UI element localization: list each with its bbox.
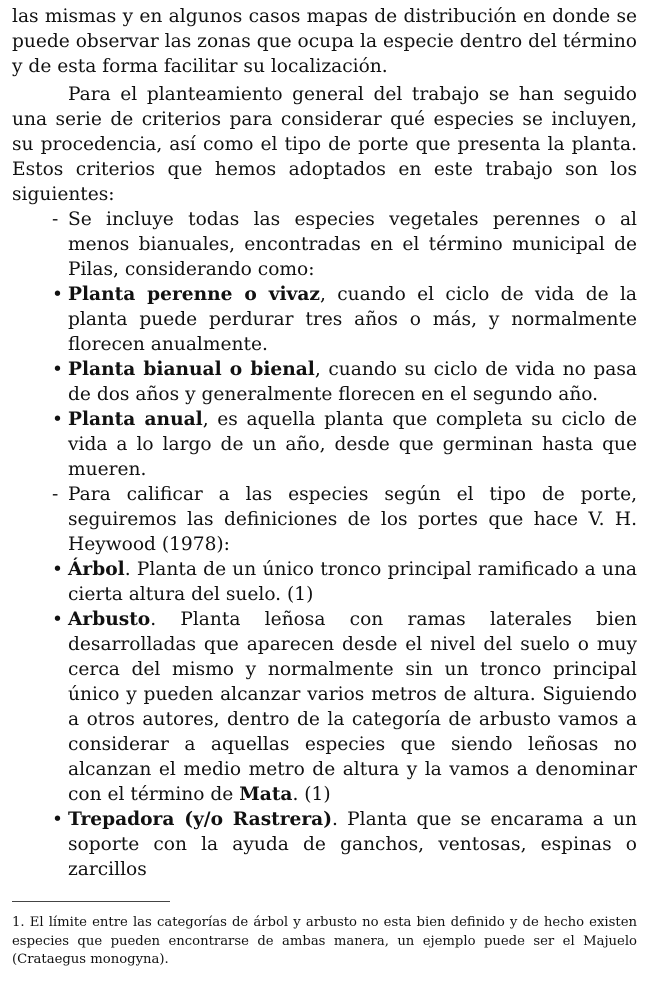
bullet-marker: • xyxy=(52,559,63,580)
definition: , cuando el ciclo de vida de la planta puede perdurar tres años o más, y normalmente florecen anualmente. xyxy=(68,284,637,355)
dash-marker: - xyxy=(52,209,59,230)
footnote-divider xyxy=(12,901,170,902)
bullet-item-anual xyxy=(52,407,637,482)
term: Arbusto xyxy=(68,609,151,630)
criteria-list xyxy=(52,207,637,882)
criteria-item-perennial-scope xyxy=(52,207,637,282)
term: Planta perenne o vivaz xyxy=(68,284,320,305)
item-text: Se incluye todas las especies vegetales perennes o al menos bianuales, encontradas en el término municipal de Pilas, considerando como: xyxy=(68,209,637,280)
definition: . Planta leñosa con ramas laterales bien desarrolladas que aparecen desde el nivel del suelo o muy cerca del mismo y normalmente sin un tronco principal único y pueden alcanzar varios metros de altura. Siguiendo a otros autores, dentro de la categoría de arbusto vamos a considerar a aquellas especies que siendo leñosas no alcanzan el medio metro de altura y la vamos a denominar con el término de xyxy=(68,609,637,805)
criteria-item-porte xyxy=(52,482,637,557)
bullet-item-arbusto xyxy=(52,607,637,807)
item-text: Para calificar a las especies según el tipo de porte, seguiremos las definiciones de los portes que hace V. H. Heywood (1978): xyxy=(68,484,637,555)
definition: , es aquella planta que completa su ciclo de vida a lo largo de un año, desde que germinan hasta que mueren. xyxy=(68,409,637,480)
paragraph-intro: las mismas y en algunos casos mapas de distribución en donde se puede observar las zonas que ocupa la especie dentro del término y de esta forma facilitar su localización. xyxy=(12,6,637,77)
bullet-marker: • xyxy=(52,409,63,430)
definition: . Planta que se encarama a un soporte con la ayuda de ganchos, ventosas, espinas o zarcillos xyxy=(68,809,637,880)
footnote: 1. El límite entre las categorías de árbol y arbusto no esta bien definido y de hecho existen especies que pueden encontrarse de ambas manera, un ejemplo puede ser el Majuelo (Crataegus monogyna). xyxy=(12,915,637,968)
term: Árbol xyxy=(68,559,125,580)
bullet-marker: • xyxy=(52,609,63,630)
bullet-item-perenne xyxy=(52,282,637,357)
bullet-marker: • xyxy=(52,284,63,305)
term: Planta anual xyxy=(68,409,203,430)
paragraph-criteria: Para el planteamiento general del trabajo se han seguido una serie de criterios para considerar qué especies se incluyen, su procedencia, así como el tipo de porte que presenta la planta. Estos criterios que hemos adoptados en este trabajo son los siguientes: xyxy=(12,84,637,205)
bullet-item-trepadora xyxy=(52,807,637,882)
definition: , cuando su ciclo de vida no pasa de dos años y generalmente florecen en el segundo año. xyxy=(68,359,637,405)
term-mata: Mata xyxy=(239,784,293,805)
bullet-item-arbol xyxy=(52,557,637,607)
term: Trepadora (y/o Rastrera) xyxy=(68,809,333,830)
bullet-item-bianual xyxy=(52,357,637,407)
bullet-marker: • xyxy=(52,359,63,380)
dash-marker: - xyxy=(52,484,59,505)
definition: . Planta de un único tronco principal ramificado a una cierta altura del suelo. (1) xyxy=(68,559,637,605)
bullet-marker: • xyxy=(52,809,63,830)
term: Planta bianual o bienal xyxy=(68,359,315,380)
definition-tail: . (1) xyxy=(292,784,331,805)
